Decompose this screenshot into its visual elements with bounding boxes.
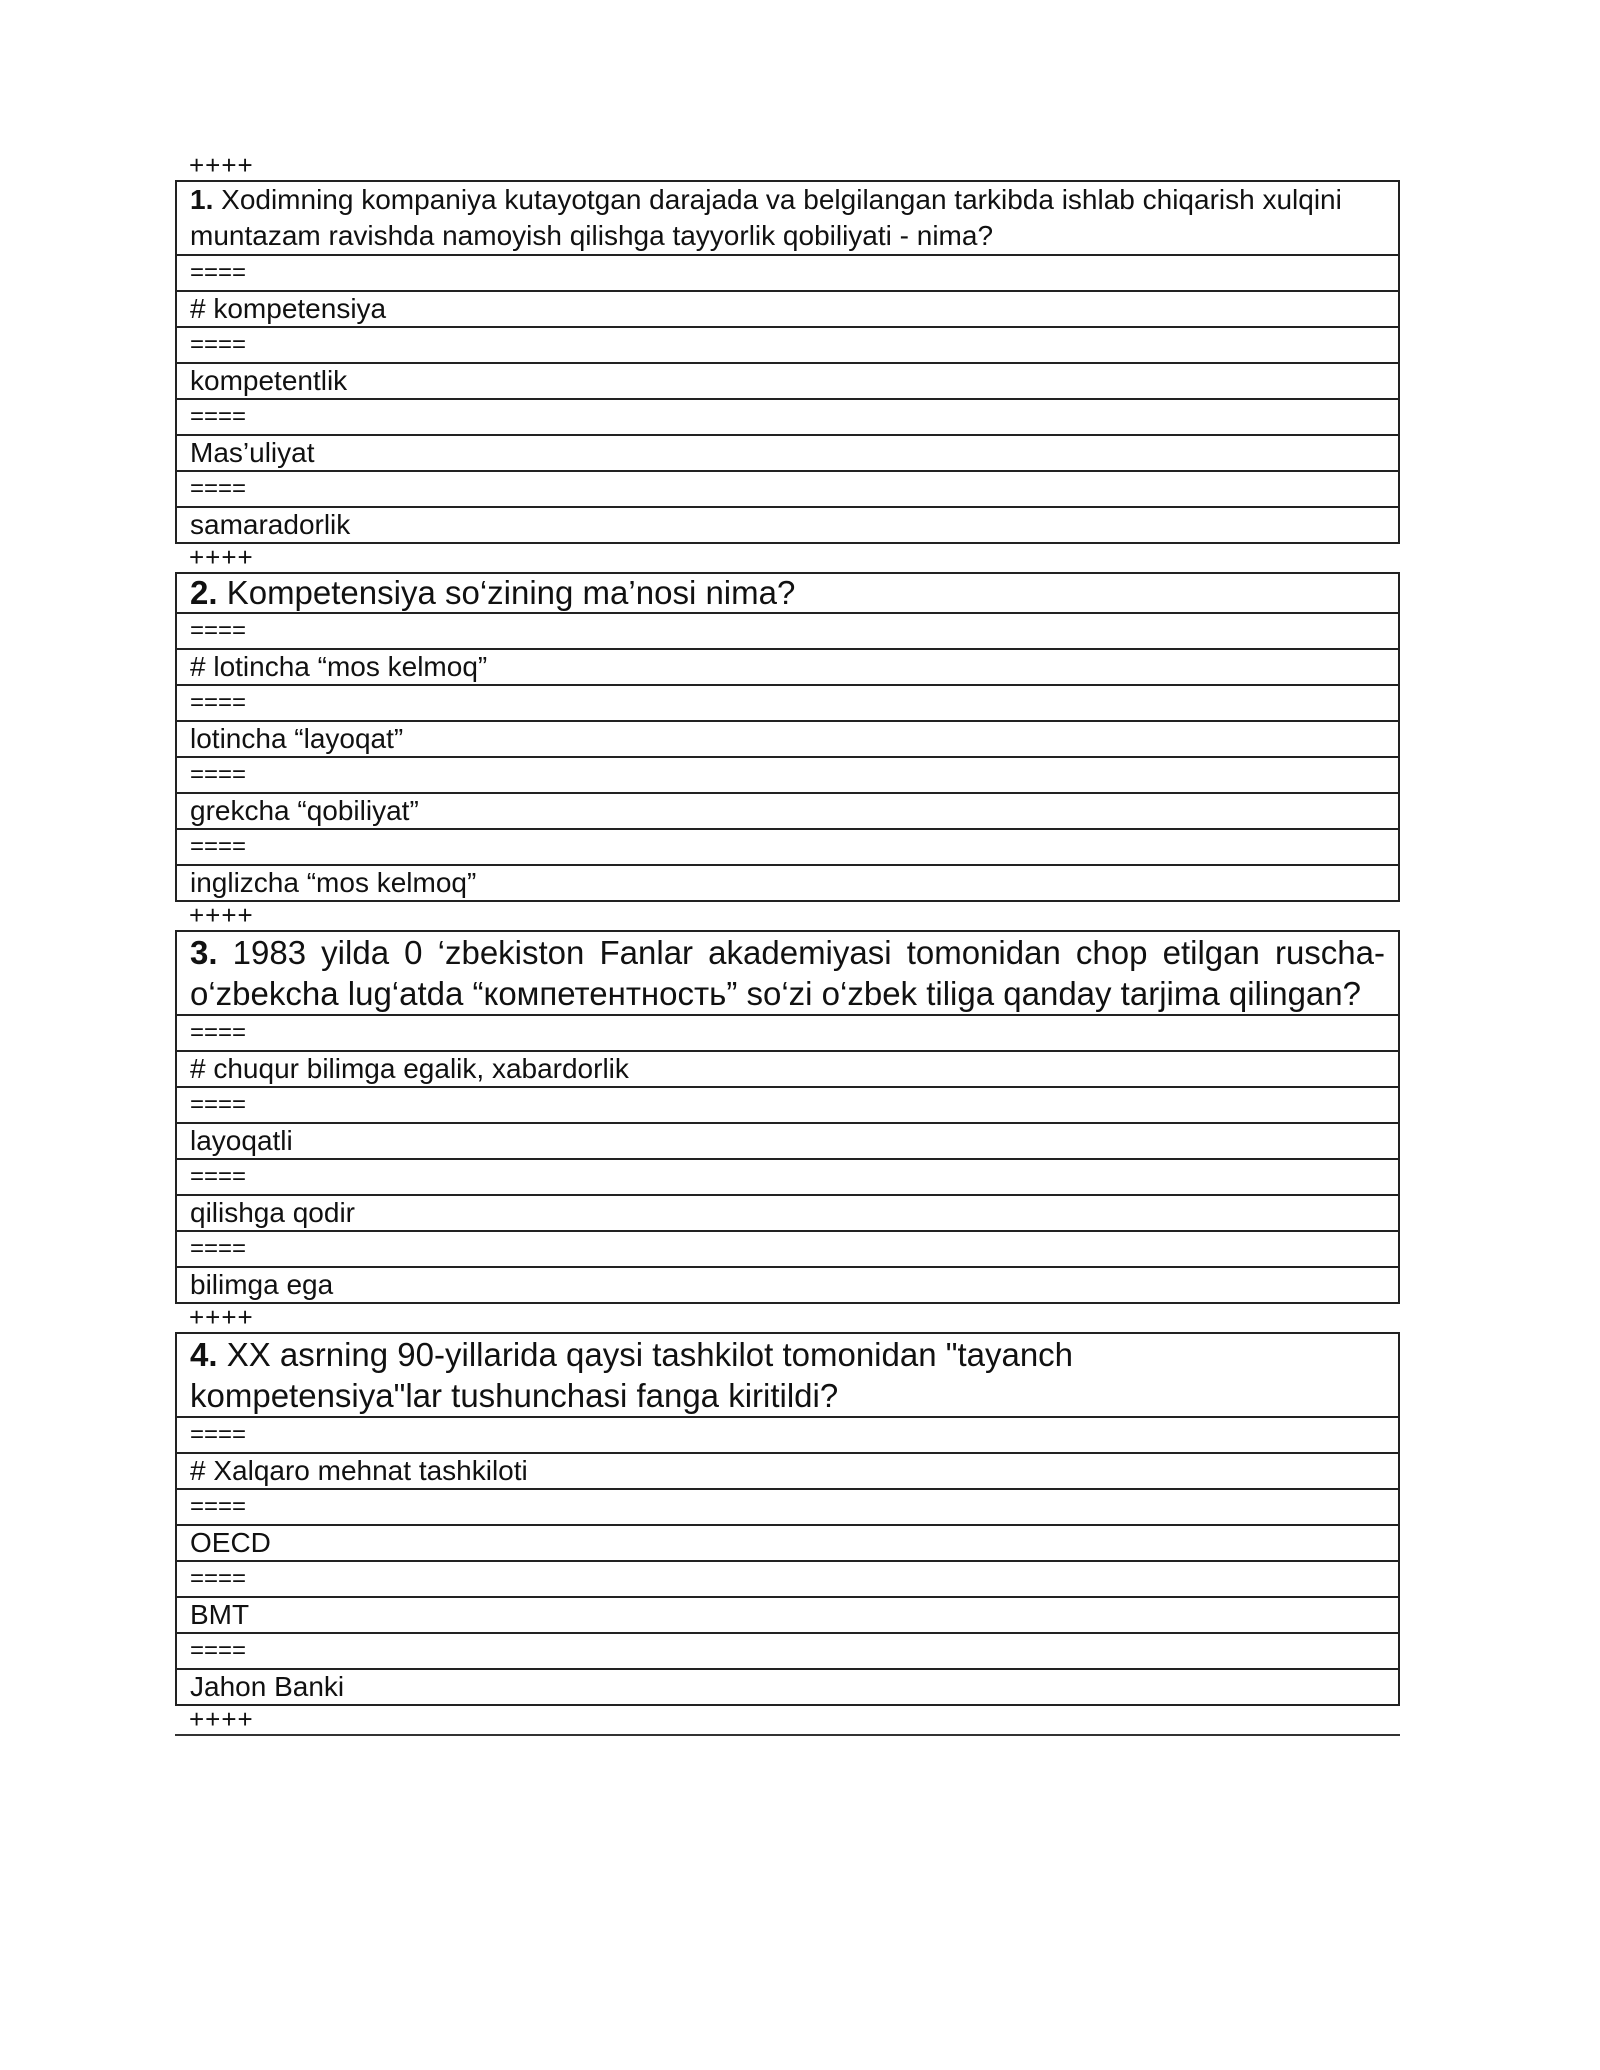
answer-separator: ==== bbox=[176, 327, 1399, 363]
answer-option: samaradorlik bbox=[176, 507, 1399, 543]
answer-option: bilimga ega bbox=[176, 1267, 1399, 1303]
answer-option: layoqatli bbox=[176, 1123, 1399, 1159]
question-separator: ++++ bbox=[189, 1302, 254, 1332]
answer-separator: ==== bbox=[176, 1489, 1399, 1525]
question-body: 1983 yilda 0 ‘zbekiston Fanlar akademiyasi tomonidan chop etilgan ruscha-o‘zbekcha lug‘atda “компетентность” so‘zi o‘zbek tiliga qanday tarjima qilingan? bbox=[190, 934, 1385, 1012]
answer-option-correct: # Xalqaro mehnat tashkiloti bbox=[176, 1453, 1399, 1489]
question-separator: ++++ bbox=[189, 1704, 254, 1734]
answer-separator: ==== bbox=[176, 1417, 1399, 1453]
question-number: 1. bbox=[190, 184, 214, 215]
answer-option: inglizcha “mos kelmoq” bbox=[176, 865, 1399, 901]
answer-separator: ==== bbox=[176, 399, 1399, 435]
answer-option: lotincha “layoqat” bbox=[176, 721, 1399, 757]
answer-option: BMT bbox=[176, 1597, 1399, 1633]
question-text bbox=[176, 1333, 1399, 1417]
question-separator: ++++ bbox=[189, 900, 254, 930]
question-block-4 bbox=[175, 1332, 1400, 1706]
question-body: XX asrning 90-yillarida qaysi tashkilot tomonidan "tayanch kompetensiya"lar tushunchasi fanga kiritildi? bbox=[190, 1336, 1074, 1414]
answer-separator: ==== bbox=[176, 1015, 1399, 1051]
answer-separator: ==== bbox=[176, 613, 1399, 649]
answer-option-correct: # chuqur bilimga egalik, xabardorlik bbox=[176, 1051, 1399, 1087]
test-document bbox=[175, 152, 1400, 1736]
answer-separator: ==== bbox=[176, 1633, 1399, 1669]
question-body: Kompetensiya so‘zining ma’nosi nima? bbox=[217, 574, 796, 611]
answer-separator: ==== bbox=[176, 1087, 1399, 1123]
answer-option: Mas’uliyat bbox=[176, 435, 1399, 471]
answer-option-correct: # lotincha “mos kelmoq” bbox=[176, 649, 1399, 685]
question-number: 4. bbox=[190, 1336, 218, 1373]
answer-option: kompetentlik bbox=[176, 363, 1399, 399]
question-text bbox=[176, 931, 1399, 1015]
answer-separator: ==== bbox=[176, 757, 1399, 793]
answer-separator: ==== bbox=[176, 685, 1399, 721]
question-text bbox=[176, 181, 1399, 255]
answer-option-correct: # kompetensiya bbox=[176, 291, 1399, 327]
question-block-1 bbox=[175, 180, 1400, 544]
answer-separator: ==== bbox=[176, 1561, 1399, 1597]
answer-option: grekcha “qobiliyat” bbox=[176, 793, 1399, 829]
question-body: Xodimning kompaniya kutayotgan darajada va belgilangan tarkibda ishlab chiqarish xulqini muntazam ravishda namoyish qilishga tayyorlik qobiliyati - nima? bbox=[190, 184, 1342, 251]
answer-option: qilishga qodir bbox=[176, 1195, 1399, 1231]
answer-separator: ==== bbox=[176, 829, 1399, 865]
answer-separator: ==== bbox=[176, 1231, 1399, 1267]
answer-option: Jahon Banki bbox=[176, 1669, 1399, 1705]
question-text bbox=[176, 573, 1399, 613]
question-separator: ++++ bbox=[189, 150, 254, 180]
end-rule bbox=[175, 1734, 1400, 1736]
question-block-3 bbox=[175, 930, 1400, 1304]
question-separator: ++++ bbox=[189, 542, 254, 572]
answer-separator: ==== bbox=[176, 471, 1399, 507]
answer-separator: ==== bbox=[176, 255, 1399, 291]
question-number: 3. bbox=[190, 934, 218, 971]
answer-option: OECD bbox=[176, 1525, 1399, 1561]
question-number: 2. bbox=[190, 574, 218, 611]
answer-separator: ==== bbox=[176, 1159, 1399, 1195]
question-block-2 bbox=[175, 572, 1400, 902]
